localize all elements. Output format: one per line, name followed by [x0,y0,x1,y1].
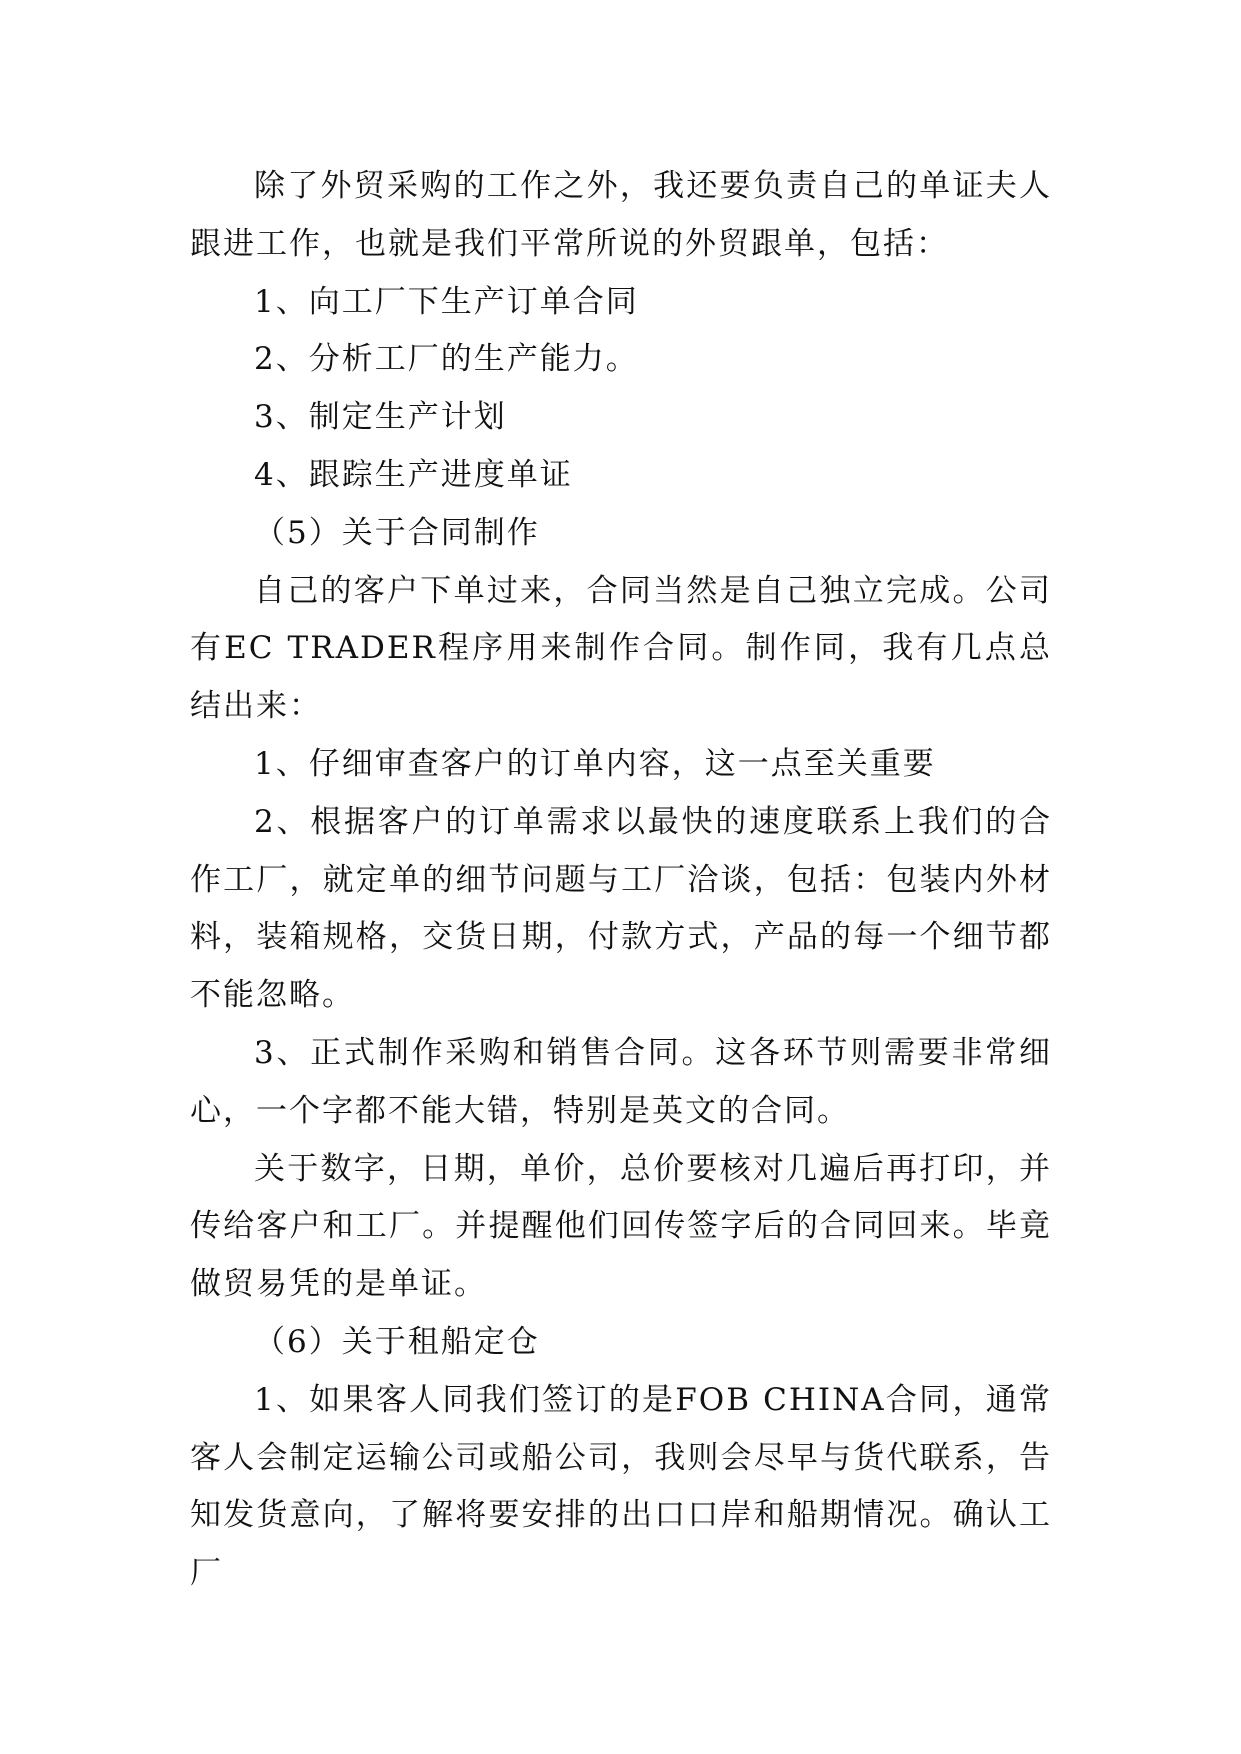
section-heading-contract: （5）关于合同制作 [254,514,540,551]
list-item-1: 1、向工厂下生产订单合同 [254,283,639,320]
paragraph-contract-intro: 自己的客户下单过来，合同当然是自己独立完成。公司有EC TRADER程序用来制作合同。制作同，我有几点总结出来： [190,572,1052,725]
document-body [190,158,1052,1603]
list-item-2: 2、分析工厂的生产能力。 [254,341,639,378]
contract-item-1: 1、仔细审查客户的订单内容，这一点至关重要 [254,745,936,782]
section-heading-shipping: （6）关于租船定仓 [254,1323,540,1360]
paragraph-intro: 除了外贸采购的工作之外，我还要负责自己的单证夫人跟进工作，也就是我们平常所说的外贸跟单，包括： [190,168,1052,262]
contract-item-3: 3、正式制作采购和销售合同。这各环节则需要非常细心，一个字都不能大错，特别是英文的合同。 [190,1034,1052,1129]
contract-item-2: 2、根据客户的订单需求以最快的速度联系上我们的合作工厂，就定单的细节问题与工厂洽谈，包括：包装内外材料，装箱规格，交货日期，付款方式，产品的每一个细节都不能忽略。 [190,803,1052,1014]
list-item-3: 3、制定生产计划 [254,399,507,436]
shipping-item-1: 1、如果客人同我们签订的是FOB CHINA合同，通常客人会制定运输公司或船公司，我则会尽早与货代联系，告知发货意向，了解将要安排的出口口岸和船期情况。确认工厂 [190,1381,1052,1592]
list-item-4: 4、跟踪生产进度单证 [254,456,573,493]
paragraph-numbers-check: 关于数字，日期，单价，总价要核对几遍后再打印，并传给客户和工厂。并提醒他们回传签字后的合同回来。毕竟做贸易凭的是单证。 [190,1150,1052,1303]
